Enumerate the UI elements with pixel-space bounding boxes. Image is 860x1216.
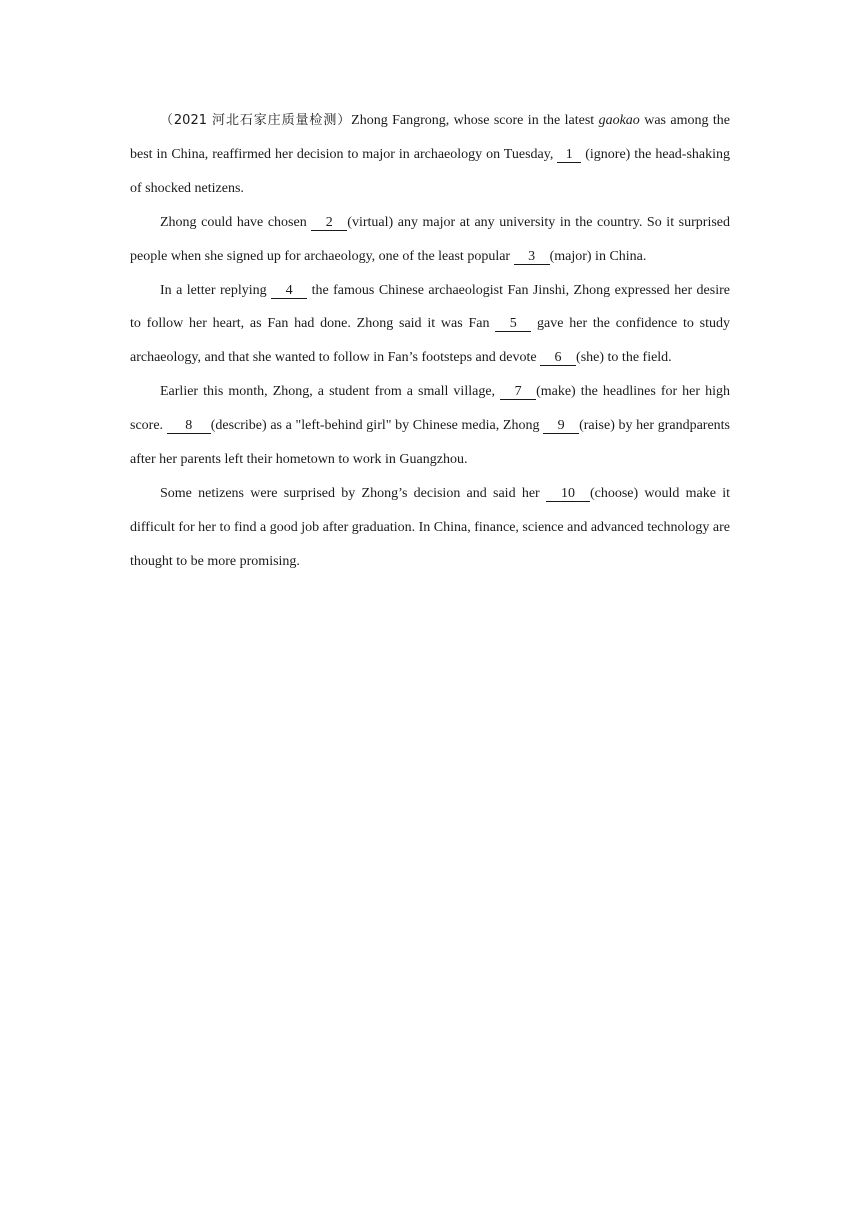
text: Zhong Fangrong, whose score in the latest bbox=[351, 113, 599, 128]
text: (raise) by her grandparents after her parents left their hometown to work in Guangzhou. bbox=[130, 418, 731, 468]
text: (she) to the field. bbox=[576, 350, 672, 366]
text: Some netizens were surprised by Zhong’s decision and said her bbox=[160, 485, 546, 501]
paragraph-5 bbox=[130, 477, 730, 579]
text: gave her the confidence to study archaeology, and that she wanted to follow in Fan’s footsteps and devote bbox=[130, 316, 730, 366]
source-label: （2021 河北石家庄质量检测） bbox=[160, 113, 352, 128]
paragraph-3 bbox=[130, 274, 730, 376]
blank-3: 3 bbox=[514, 249, 550, 265]
text: (ignore) the head-shaking of shocked netizens. bbox=[130, 146, 730, 196]
paragraph-4 bbox=[130, 375, 730, 477]
paragraph-1 bbox=[130, 104, 730, 206]
text: Zhong could have chosen bbox=[160, 214, 312, 230]
text: was among the best in China, reaffirmed her decision to major in archaeology on Tuesday, bbox=[130, 113, 731, 162]
text: (major) in China. bbox=[549, 248, 647, 264]
blank-4: 4 bbox=[271, 283, 307, 299]
blank-5: 5 bbox=[495, 316, 531, 332]
text: (virtual) any major at any university in the country. So it surprised people when she signed up for archaeology, one of the least popular bbox=[130, 214, 730, 264]
blank-9: 9 bbox=[543, 418, 579, 434]
blank-1: 1 bbox=[557, 147, 581, 163]
blank-6: 6 bbox=[540, 350, 576, 366]
blank-8: 8 bbox=[167, 418, 211, 434]
text: (choose) would make it difficult for her to find a good job after graduation. In China, finance, science and advanced technology are thought to be more promising. bbox=[130, 485, 730, 569]
blank-2: 2 bbox=[311, 215, 347, 231]
document-page bbox=[130, 104, 730, 579]
text: (make) the headlines for her high score. bbox=[130, 384, 730, 434]
blank-10: 10 bbox=[546, 486, 590, 502]
text: In a letter replying bbox=[160, 282, 272, 298]
paragraph-2 bbox=[130, 206, 730, 274]
gaokao-term: gaokao bbox=[598, 113, 640, 128]
text: Earlier this month, Zhong, a student from a small village, bbox=[160, 384, 501, 400]
text: (describe) as a "left-behind girl" by Chinese media, Zhong bbox=[210, 418, 544, 434]
text: the famous Chinese archaeologist Fan Jinshi, Zhong expressed her desire to follow her heart, as Fan had done. Zhong said it was Fan bbox=[130, 282, 730, 332]
blank-7: 7 bbox=[500, 384, 536, 400]
